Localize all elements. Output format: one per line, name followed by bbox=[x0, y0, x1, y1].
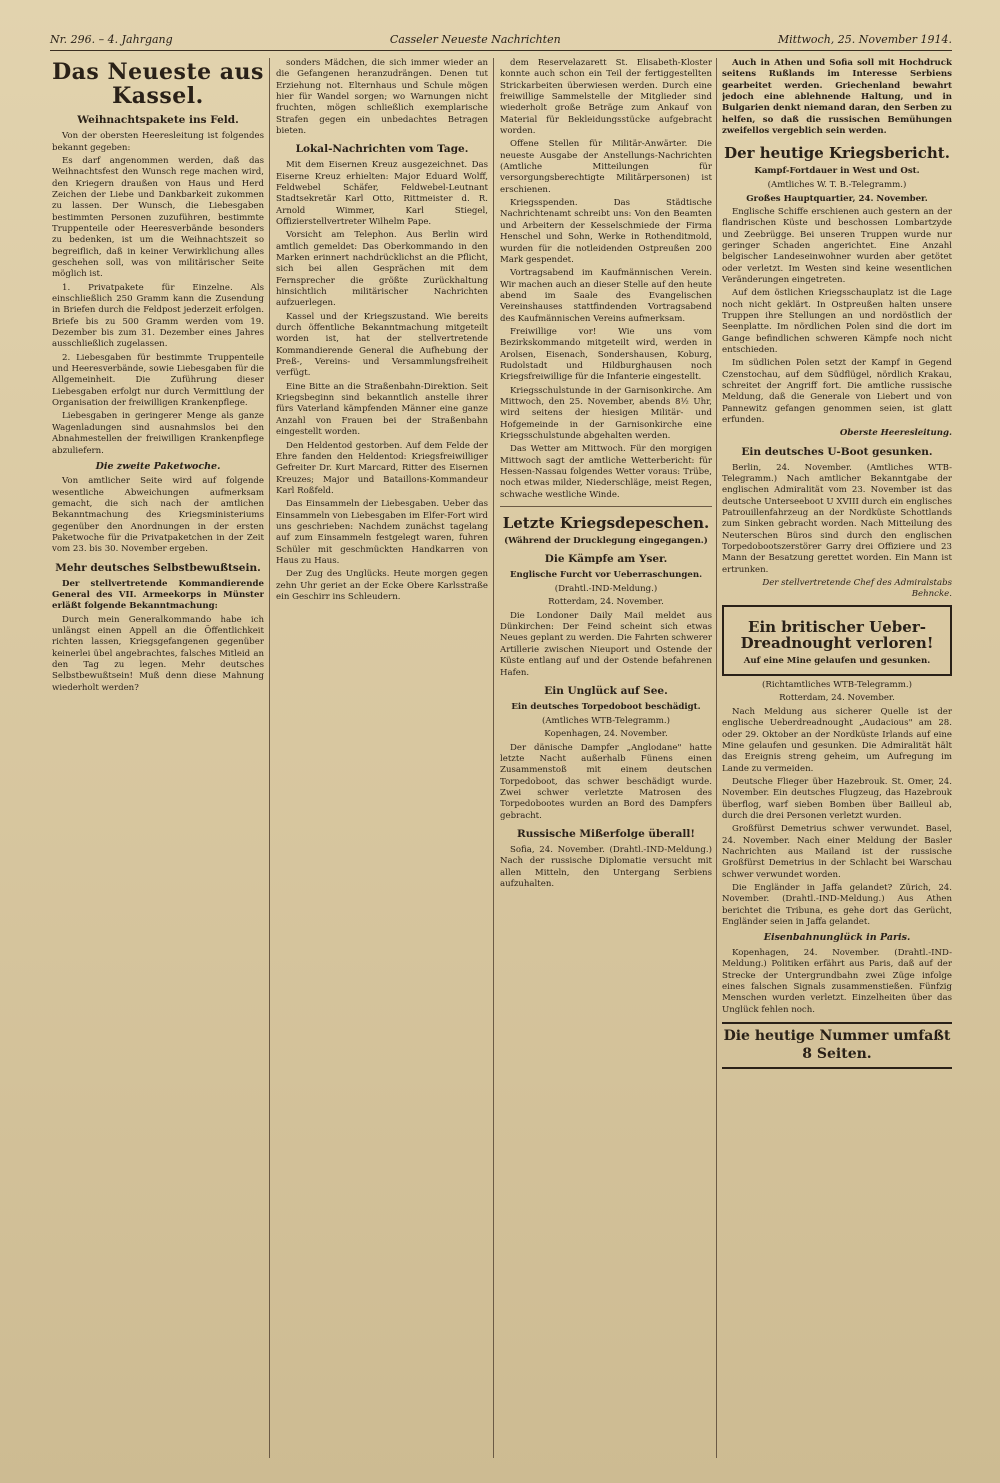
article-subheading: Auf eine Mine gelaufen und gesunken. bbox=[743, 655, 931, 666]
paragraph: Vortragsabend im Kaufmännischen Verein. Wir machen auch an dieser Stelle auf den heute abend im Saale des Evangelischen Vereinshauses stattfindenden Vortragsabend des Kaufmännischen Vereins aufmerksam. bbox=[500, 268, 712, 324]
agency-line: (Amtliches W. T. B.-Telegramm.) bbox=[767, 180, 907, 191]
paragraph: Der stellvertretende Kommandierende General des VII. Armeekorps in Münster erläßt folgende Bekanntmachung: bbox=[52, 578, 264, 612]
signature: Oberste Heeresleitung. bbox=[839, 428, 952, 439]
paragraph: sonders Mädchen, die sich immer wieder an die Gefangenen heranzudrängen. Denen tut Erziehung not. Elternhaus und Schule mögen hier für Wandel sorgen; wo Warnungen nicht fruchten, mögen schließlich exemplarische Strafen gegen ein unbedachtes Betragen bieten. bbox=[276, 58, 488, 137]
paragraph: Freiwillige vor! Wie uns vom Bezirkskommando mitgeteilt wird, werden in Arolsen, Eisenach, Sondershausen, Koburg, Rudolstadt und Hildburghausen noch Kriegsfreiwillige für die Infanterie eingestellt. bbox=[500, 326, 712, 383]
section-title: Letzte Kriegsdepeschen. bbox=[502, 514, 710, 533]
article-heading: Weihnachtspakete ins Feld. bbox=[77, 114, 239, 127]
paragraph: Das Einsammeln der Liebesgaben. Ueber das Einsammeln von Liebesgaben im Elfer-Fort wird uns geschrieben: Nachdem zunächst tagelang auf zum Einsammeln festgelegt waren, fuhren Schüler mit geschmückten Handkarren von Haus zu Haus. bbox=[276, 499, 488, 566]
article-subheading: Ein deutsches Torpedoboot beschädigt. bbox=[511, 701, 701, 712]
paragraph: dem Reservelazarett St. Elisabeth-Kloster konnte auch schon ein Teil der fertiggestellten Strickarbeiten überwiesen werden. Durch eine freiwillige Sammelstelle der Mitglieder sind wiederholt große Beträge zum Ankauf von Material für Bekleidungsstücke aufgebracht worden. bbox=[500, 58, 712, 137]
article-heading: Die Kämpfe am Yser. bbox=[544, 552, 668, 565]
article-heading: Eisenbahnunglück in Paris. bbox=[763, 932, 911, 944]
dateline: Kopenhagen, 24. November. bbox=[544, 729, 668, 740]
agency-line: (Drahtl.-IND-Meldung.) bbox=[554, 584, 658, 595]
section-title: Das Neueste aus Kassel. bbox=[52, 59, 264, 110]
paragraph: Die Engländer in Jaffa gelandet? Zürich, 24. November. (Drahtl.-IND-Meldung.) Aus Athen berichtet die Tribuna, es gehe dort das Gerücht, Engländer seien in Jaffa gelandet. bbox=[722, 882, 952, 928]
paragraph: Mit dem Eisernen Kreuz ausgezeichnet. Das Eiserne Kreuz erhielten: Major Eduard Wolff, Feldwebel Schäfer, Feldwebel-Leutnant Stadtsekretär Karl Otto, Rittmeister d. R. Arnold Wimmer, Karl Stiegel, Offizierstellvertreter Wilhelm Pape. bbox=[276, 160, 488, 227]
article-heading: Mehr deutsches Selbstbewußtsein. bbox=[55, 561, 261, 574]
separator bbox=[500, 506, 712, 507]
paragraph: 2. Liebesgaben für bestimmte Truppenteile und Heeresverbände, sowie Liebesgaben für die Allgemeinheit. Die Zuführung dieser Liebesgaben erfolgt nur durch Vermittlung der Organisation der freiwilligen Krankenpflege. bbox=[52, 352, 264, 409]
agency-line: (Richtamtliches WTB-Telegramm.) bbox=[762, 680, 912, 691]
article-subheading: Englische Furcht vor Ueberraschungen. bbox=[509, 569, 703, 580]
paragraph: Im südlichen Polen setzt der Kampf in Gegend Czenstochau, auf dem Südflügel, nördlich Krakau, schreitet der Angriff fort. Die amtliche russische Meldung, daß die Generale von Liebert und von Pannewitz gefangen genommen seien, ist glatt erfunden. bbox=[722, 358, 952, 426]
article-subheading: Kampf-Fortdauer in West und Ost. bbox=[754, 165, 920, 176]
column-rule bbox=[269, 58, 270, 1458]
paragraph: Englische Schiffe erschienen auch gestern an der flandrischen Küste und beschossen Lombartzyde und Zeebrügge. Bei unseren Truppen wurde nur geringer Schaden angerichtet. Eine Anzahl belgischer Landeseinwohner wurden aber getötet oder verletzt. Im Westen sind keine wesentlichen Veränderungen eingetreten. bbox=[722, 206, 952, 285]
paragraph: Großfürst Demetrius schwer verwundet. Basel, 24. November. Nach einer Meldung der Basler Nachrichten aus Mailand ist der russische Großfürst Demetrius in der Schlacht bei Warschau schwer verwundet worden. bbox=[722, 824, 952, 880]
paragraph: 1. Privatpakete für Einzelne. Als einschließlich 250 Gramm kann die Zusendung in Briefen durch die Feldpost jederzeit erfolgen. Briefe bis zu 500 Gramm werden vom 19. Dezember bis zum 31. Dezember eines Jahres ausschließlich zugelassen. bbox=[52, 282, 264, 350]
article-heading: Ein britischer Ueber-Dreadnought verloren! bbox=[740, 617, 934, 653]
paragraph: Kriegsschulstunde in der Garnisonkirche. Am Mittwoch, den 25. November, abends 8½ Uhr, wird seitens der hiesigen Militär- und Hofgemeinde in der Garnisonkirche eine Kriegsschulstunde abgehalten werden. bbox=[500, 385, 712, 441]
paragraph: Von amtlicher Seite wird auf folgende wesentliche Abweichungen aufmerksam gemacht, die sich nach der amtlichen Bekanntmachung des Kriegsministeriums gegenüber den Anordnungen in der ersten Paketwoche für die Privatpaketchen in der Zeit vom 23. bis 30. November ergeben. bbox=[52, 476, 264, 555]
boxed-article bbox=[722, 605, 952, 676]
column-2 bbox=[276, 58, 488, 1458]
paragraph: Berlin, 24. November. (Amtliches WTB-Telegramm.) Nach amtlicher Bekanntgabe der englischen Admiralität vom 23. November ist das deutsche Unterseeboot U XVIII durch ein englisches Patrouillenfahrzeug an der Nordküste Schottlands zum Sinken gebracht worden. Nach Mitteilung des Neuterschen Büros sind durch den englischen Torpedobootszerstörer Garry drei Offiziere und 23 Mann der Besatzung gerettet worden. Ein Mann ist ertrunken. bbox=[722, 462, 952, 575]
paragraph: Auch in Athen und Sofia soll mit Hochdruck seitens Rußlands im Interesse Serbiens gearbeitet werden. Griechenland bewahrt jedoch eine ablehnende Haltung, und in Bulgarien denkt niemand daran, den Serben zu helfen, so daß die russischen Bemühungen zweifellos vergeblich sein werden. bbox=[722, 58, 952, 137]
article-heading: Russische Mißerfolge überall! bbox=[516, 828, 695, 841]
article-heading: Ein Unglück auf See. bbox=[544, 684, 668, 697]
column-4 bbox=[722, 58, 952, 1458]
paragraph: Auf dem östlichen Kriegsschauplatz ist die Lage noch nicht geklärt. In Ostpreußen halten unsere Truppen ihre Stellungen an und nordöstlich der Seenplatte. Im nördlichen Polen sind die dort im Gange befindlichen schweren Kämpfe noch nicht entschieden. bbox=[722, 288, 952, 356]
paragraph: Den Heldentod gestorben. Auf dem Felde der Ehre fanden den Heldentod: Kriegsfreiwilliger Gefreiter Dr. Kurt Marcard, Ritter des Eisernen Kreuzes; Major und Bataillons-Kommandeur Karl Roßfeld. bbox=[276, 440, 488, 496]
article-heading: Lokal-Nachrichten vom Tage. bbox=[295, 143, 469, 156]
page-count-notice: Die heutige Nummer umfaßt 8 Seiten. bbox=[722, 1022, 952, 1069]
paragraph: Kriegsspenden. Das Städtische Nachrichtenamt schreibt uns: Von den Beamten und Arbeitern der Kesselschmiede der Firma Henschel und Sohn, Werke in Rothenditmold, wurden für die notleidenden Ostpreußen 200 Mark gespendet. bbox=[500, 198, 712, 265]
column-rule bbox=[716, 58, 717, 1458]
paragraph: Offene Stellen für Militär-Anwärter. Die neueste Ausgabe der Anstellungs-Nachrichten (Amtliche Mitteilungen für versorgungsberechtigte Militärpersonen) ist erschienen. bbox=[500, 139, 712, 195]
issue-date: Mittwoch, 25. November 1914. bbox=[777, 32, 952, 46]
paragraph: Kassel und der Kriegszustand. Wie bereits durch öffentliche Bekanntmachung mitgeteilt worden ist, hat der stellvertretende Kommandierende General die Aufhebung der Preß-, Vereins- und Versammlungsfreiheit verfügt. bbox=[276, 311, 488, 379]
paragraph: Es darf angenommen werden, daß das Weihnachtsfest den Wunsch rege machen wird, den Kriegern draußen von Haus und Herd Zeichen der Liebe und Dankbarkeit zukommen zu lassen. Der Wunsch, die Liebesgaben bestimmten Personen zuzuführen, bestimmte Truppenteile oder Heeresverbände besonders zu bedenken, ist um die Weihnachtszeit so begreiflich, daß in keiner Verwirklichung alles geschehen soll, was von militärischer Seite möglich ist. bbox=[52, 155, 264, 280]
paragraph: Vorsicht am Telephon. Aus Berlin wird amtlich gemeldet: Das Oberkommando in den Marken erinnert nachdrücklichst an die Pflicht, sich bei allen Gesprächen mit dem Fernsprecher die größte Zurückhaltung hinsichtlich militärischer Nachrichten aufzuerlegen. bbox=[276, 230, 488, 309]
article-heading: Ein deutsches U-Boot gesunken. bbox=[741, 445, 933, 458]
dateline: Großes Hauptquartier, 24. November. bbox=[746, 193, 928, 204]
column-rule bbox=[493, 58, 494, 1458]
paragraph: Eine Bitte an die Straßenbahn-Direktion. Seit Kriegsbeginn sind bekanntlich anstelle ihrer fürs Vaterland kämpfenden Männer eine ganze Anzahl von Frauen bei der Straßenbahn eingestellt worden. bbox=[276, 381, 488, 438]
paragraph: Die Londoner Daily Mail meldet aus Dünkirchen: Der Feind scheint sich etwas Neues geplant zu werden. Die Fahrten schwerer Artillerie zwischen Nieuport und Ostende der Küste entlang auf und der Ostende befahrenen Hafen. bbox=[500, 610, 712, 678]
signature: Der stellvertretende Chef des Admiralstabs Behncke. bbox=[762, 578, 952, 600]
paper-name: Casseler Neueste Nachrichten bbox=[389, 32, 561, 46]
paragraph: Das Wetter am Mittwoch. Für den morgigen Mittwoch sagt der amtliche Wetterbericht: für Hessen-Nassau folgendes Wetter voraus: Trübe, noch etwas milder, Niederschläge, meist Regen, schwache westliche Winde. bbox=[500, 444, 712, 500]
paragraph: Nach Meldung aus sicherer Quelle ist der englische Ueberdreadnought „Audacious" am 28. oder 29. Oktober an der Nordküste Irlands auf eine Mine gelaufen und gesunken. Die Admiralität hält das Ereignis streng geheim, um Aufregung im Lande zu vermeiden. bbox=[722, 706, 952, 774]
paragraph: Deutsche Flieger über Hazebrouk. St. Omer, 24. November. Ein deutsches Flugzeug, das Hazebrouk überflog, warf sieben Bomben über Bailleul ab, durch die drei Personen verletzt wurden. bbox=[722, 776, 952, 821]
dateline: Rotterdam, 24. November. bbox=[779, 693, 895, 704]
paragraph: Liebesgaben in geringerer Menge als ganze Wagenladungen sind ausnahmslos bei den Abnahmestellen der freiwilligen Krankenpflege abzuliefern. bbox=[52, 411, 264, 456]
section-title: Der heutige Kriegsbericht. bbox=[724, 144, 950, 163]
agency-line: (Amtliches WTB-Telegramm.) bbox=[542, 716, 670, 727]
masthead bbox=[50, 28, 952, 51]
article-heading: Die zweite Paketwoche. bbox=[95, 460, 221, 472]
issue-number: Nr. 296. – 4. Jahrgang bbox=[50, 32, 173, 46]
paragraph: Von der obersten Heeresleitung ist folgendes bekannt gegeben: bbox=[52, 131, 264, 153]
column-1 bbox=[52, 58, 264, 1458]
paragraph: Der dänische Dampfer „Anglodane" hatte letzte Nacht außerhalb Fünens einen Zusammenstoß mit einem deutschen Torpedoboot, das schwer beschädigt wurde. Zwei schwer verletzte Matrosen des Torpedobootes wurden an Bord des Dampfers gebracht. bbox=[500, 742, 712, 821]
section-subtitle: (Während der Drucklegung eingegangen.) bbox=[504, 535, 708, 546]
paragraph: Kopenhagen, 24. November. (Drahtl.-IND-Meldung.) Politiken erfährt aus Paris, daß auf der Strecke der Untergrundbahn zwei Züge infolge eines falschen Signals zusammenstießen. Fünfzig Menschen wurden verletzt. Einzelheiten über das Unglück fehlen noch. bbox=[722, 947, 952, 1015]
paragraph: Der Zug des Unglücks. Heute morgen gegen zehn Uhr geriet an der Ecke Obere Karlsstraße ein Geschirr ins Schleudern. bbox=[276, 569, 488, 602]
dateline: Rotterdam, 24. November. bbox=[548, 597, 664, 608]
paragraph: Durch mein Generalkommando habe ich unlängst einen Appell an die Öffentlichkeit richten lassen, Kriegsgefangenen gegenüber keinerlei übel angebrachtes, falsches Mitleid an den Tag zu legen. Mehr deutsches Selbstbewußtsein! Muß denn diese Mahnung wiederholt werden? bbox=[52, 614, 264, 693]
paragraph: Sofia, 24. November. (Drahtl.-IND-Meldung.) Nach der russische Diplomatie versucht mit allen Mitteln, den Untergang Serbiens aufzuhalten. bbox=[500, 845, 712, 890]
column-3 bbox=[500, 58, 712, 1458]
